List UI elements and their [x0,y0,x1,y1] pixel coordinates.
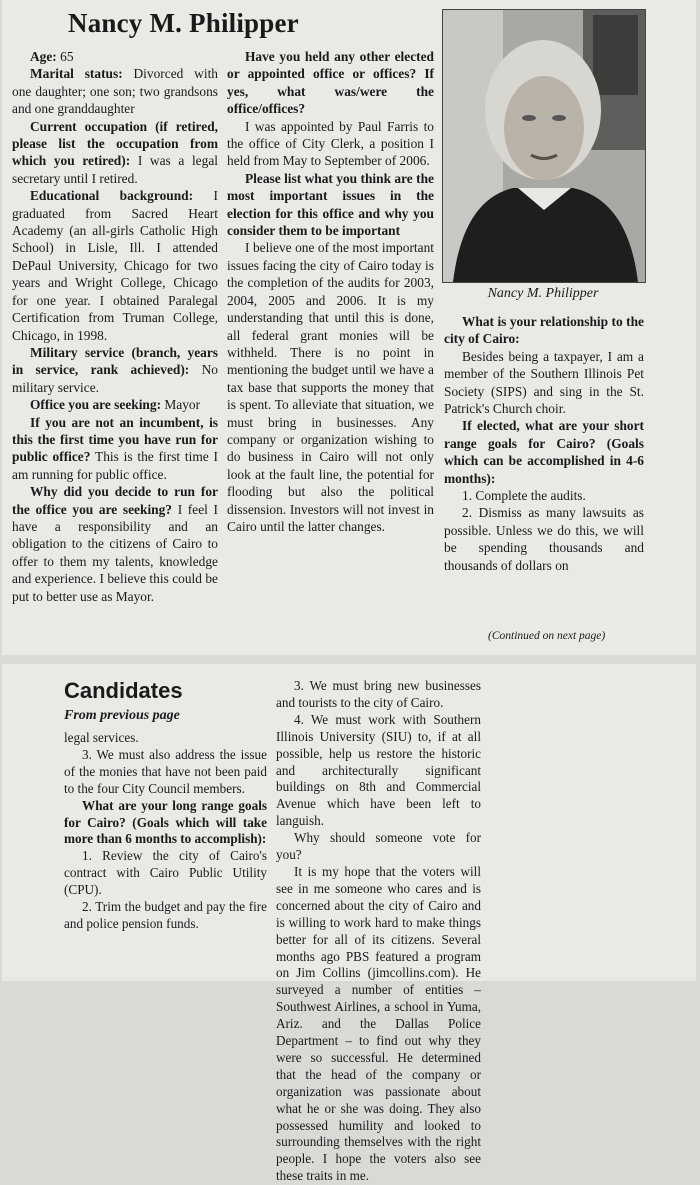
photo-caption: Nancy M. Philipper [487,286,599,301]
education-value: I graduated from Sacred Heart Academy (an all-girls Catholic High School) in Lisle, Ill. I attended DePaul University, Chicago for two years and Wright College, Chicago for one year. I obtained Paralegal Certification from Truman College, Chicago, in 1998. [12,188,218,343]
office-value: Mayor [164,397,201,413]
article-clipping-top [2,0,696,655]
long-goal-3: 3. We must bring new businesses and tourists to the city of Cairo. [276,678,481,710]
candidate-name-heading: Nancy M. Philipper [68,8,299,38]
candidates-heading: Candidates [64,678,183,703]
goal-3a: 3. We must also address the issue of the monies that have not been paid to the four City Council members. [64,746,267,796]
age-value: 65 [60,49,74,64]
from-previous-page: From previous page [64,708,180,723]
continued-note: (Continued on next page) [488,630,606,642]
why-value: I feel I have a responsibility and an obligation to the citizens of Cairo to offer to them my talents, knowledge and experience. I believe this could be put to better use as Mayor. [12,501,218,604]
why-label: Why did you decide to run for the office you are seeking? [12,484,218,517]
column-2 [227,48,434,535]
held-label: Have you held any other elected or appointed office or offices? If yes, what was/were the office/offices? [227,49,434,117]
short-goals-label: If elected, what are your short range goals for Cairo? (Goals which can be accomplished in 4-6 months): [444,418,644,486]
occupation-label: Current occupation (if retired, please list the occupation from which you retired): [12,118,218,169]
column-1 [12,48,218,605]
issues-label: Please list what you think are the most important issues in the election for this office and why you consider them to be important [227,170,434,239]
office-label: Office you are seeking: [30,397,162,413]
marital-label: Marital status: [30,66,123,82]
relationship-value: Besides being a taxpayer, I am a member of the Southern Illinois Pet Society (SIPS) and sing in the St. Patrick's Church choir. [444,348,644,417]
short-goal-2: 2. Dismiss as many lawsuits as possible. Unless we do this, we will be spending thousands and thousands of dollars on [444,505,644,573]
relationship-label: What is your relationship to the city of Cairo: [444,314,644,347]
candidate-photo [442,9,646,283]
held-value: I was appointed by Paul Farris to the office of City Clerk, a position I held from May to September of 2006. [227,118,434,169]
article-clipping-bottom [2,664,696,1184]
legal-services-text: legal services. [64,730,139,745]
long-goal-1: 1. Review the city of Cairo's contract with Cairo Public Utility (CPU). [64,848,267,898]
bottom-column-2 [276,678,481,1185]
long-goal-2: 2. Trim the budget and pay the fire and police pension funds. [64,899,267,931]
issues-value: I believe one of the most important issues facing the city of Cairo today is the completion of the audits for 2003, 2004, 2005 and 2006. It is my understanding that until this is done, all federal grant monies will be withheld. There is no point in mentioning the budget until we have a tax base that supports the money that is spent. To alleviate that situation, we must bring in businesses. Any company or organization wishing to do business in Cairo will not only look at the fault line, the potential for flooding but also the political dissension. Investors will not invest in Cairo until the latter changes. [227,240,434,534]
military-value: No military service. [12,362,218,395]
long-goals-label: What are your long range goals for Cairo? (Goals which will take more than 6 months to accomplish): [64,797,267,847]
occupation-value: I was a legal secretary until I retired. [12,153,218,186]
incumbent-label: If you are not an incumbent, is this the first time you have run for public office? [12,414,218,465]
portrait-illustration [443,10,645,282]
bottom-column-1 [64,730,267,933]
column-3 [444,313,644,574]
vote-value: It is my hope that the voters will see in me someone who cares and is concerned about the city of Cairo and is willing to work hard to make things better for all of its citizens. Several months ago PBS featured a program on Jim Collins (jimcollins.com). He surveyed a number of entities – Southwest Airlines, a school in Yuma, Ariz. and the Dallas Police Department – to find out why they were so successful. He determined that the head of the company or organization was passionate about what he or she was doing. They also possessed humility and looked to surrounding themselves with the right people. I hope the voters also see these traits in me. [276,863,481,1184]
incumbent-value: This is the first time I am running for public office. [12,449,218,482]
marital-value: Divorced with one daughter; one son; two grandsons and one granddaughter [12,66,218,117]
military-label: Military service (branch, years in service, rank achieved): [12,344,218,378]
long-goal-4: 4. We must work with Southern Illinois University (SIU) to, if at all possible, help us restore the historic and architecturally significant buildings on 8th and Commercial Avenue which have been left to languish. [276,711,481,829]
vote-label: Why should someone vote for you? [276,830,481,863]
education-label: Educational background: [30,188,194,204]
age-label: Age: [30,49,57,64]
short-goal-1: 1. Complete the audits. [462,488,586,504]
